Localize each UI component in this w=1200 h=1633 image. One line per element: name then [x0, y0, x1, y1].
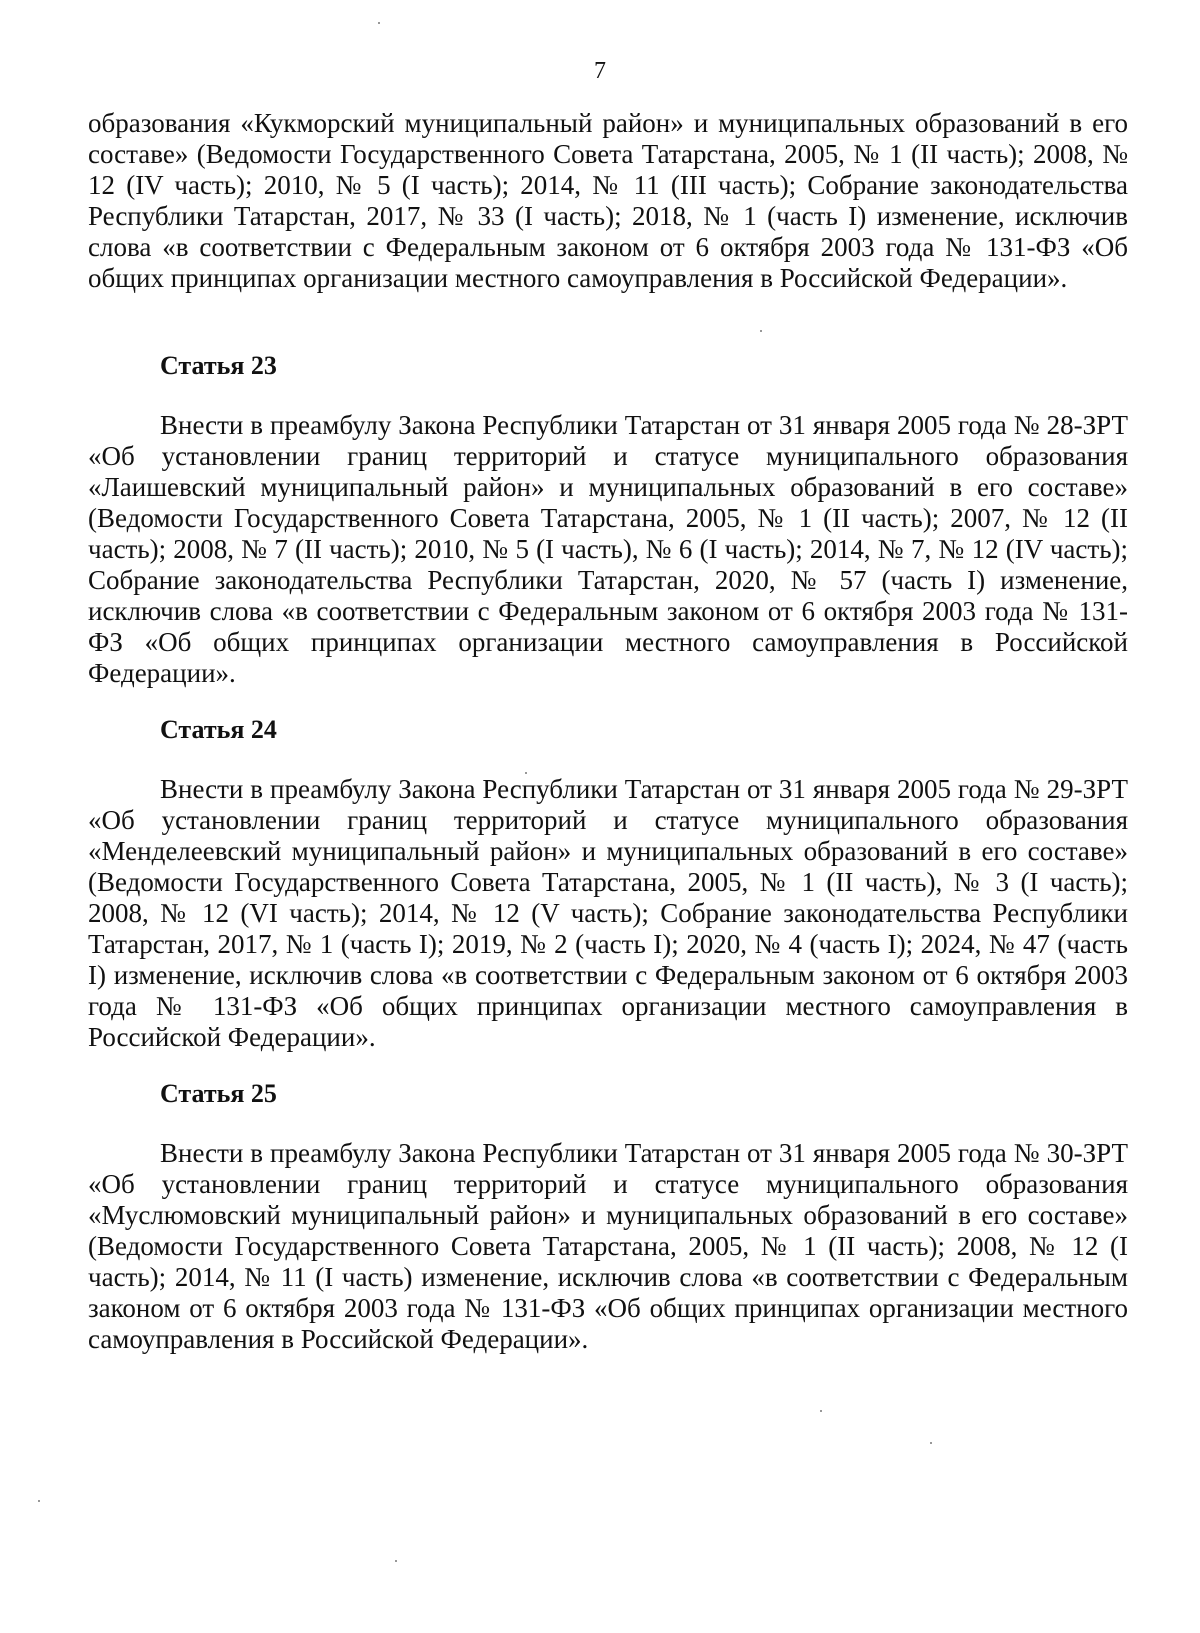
scan-speck — [525, 772, 527, 774]
scan-speck — [378, 22, 380, 24]
page-number: 7 — [594, 58, 606, 84]
scan-speck — [38, 1500, 40, 1502]
article-25-heading: Статья 25 — [160, 1079, 277, 1108]
scan-speck — [395, 1560, 397, 1562]
article-24-heading: Статья 24 — [160, 715, 277, 744]
scan-speck — [930, 1442, 932, 1444]
scan-speck — [760, 330, 762, 332]
article-23-heading: Статья 23 — [160, 351, 277, 380]
intro-paragraph: образования «Кукморский муниципальный район» и муниципальных образований в его составе» (Ведомости Государственного Совета Татарстана, 2005, № 1 (II часть); 2008, № 12 (IV часть); 2010, № 5 (I часть); 2014, № 11 (III часть); Собрание законодательства Республики Татарстан, 2017, № 33 (I часть); 2018, № 1 (часть I) изменение, исключив слова «в соответствии с Федеральным законом от 6 октября 2003 года № 131-ФЗ «Об общих принципах организации местного самоуправления в Российской Федерации». — [88, 108, 1128, 293]
article-25-text: Внести в преамбулу Закона Республики Татарстан от 31 января 2005 года № 30-ЗРТ «Об установлении границ территорий и статусе муниципального образования «Муслюмовский муниципальный район» и муниципальных образований в его составе» (Ведомости Государственного Совета Татарстана, 2005, № 1 (II часть); 2008, № 12 (I часть); 2014, № 11 (I часть) изменение, исключив слова «в соответствии с Федеральным законом от 6 октября 2003 года № 131-ФЗ «Об общих принципах организации местного самоуправления в Российской Федерации». — [88, 1138, 1128, 1354]
article-23-text: Внести в преамбулу Закона Республики Татарстан от 31 января 2005 года № 28-ЗРТ «Об установлении границ территорий и статусе муниципального образования «Лаишевский муниципальный район» и муниципальных образований в его составе» (Ведомости Государственного Совета Татарстана, 2005, № 1 (II часть); 2007, № 12 (II часть); 2008, № 7 (II часть); 2010, № 5 (I часть), № 6 (I часть); 2014, № 7, № 12 (IV часть); Собрание законодательства Республики Татарстан, 2020, № 57 (часть I) изменение, исключив слова «в соответствии с Федеральным законом от 6 октября 2003 года № 131-ФЗ «Об общих принципах организации местного самоуправления в Российской Федерации». — [88, 410, 1128, 688]
article-24-text: Внести в преамбулу Закона Республики Татарстан от 31 января 2005 года № 29-ЗРТ «Об установлении границ территорий и статусе муниципального образования «Менделеевский муниципальный район» и муниципальных образований в его составе» (Ведомости Государственного Совета Татарстана, 2005, № 1 (II часть), № 3 (I часть); 2008, № 12 (VI часть); 2014, № 12 (V часть); Собрание законодательства Республики Татарстан, 2017, № 1 (часть I); 2019, № 2 (часть I); 2020, № 4 (часть I); 2024, № 47 (часть I) изменение, исключив слова «в соответствии с Федеральным законом от 6 октября 2003 года № 131-ФЗ «Об общих принципах организации местного самоуправления в Российской Федерации». — [88, 774, 1128, 1052]
scan-speck — [820, 1410, 822, 1412]
